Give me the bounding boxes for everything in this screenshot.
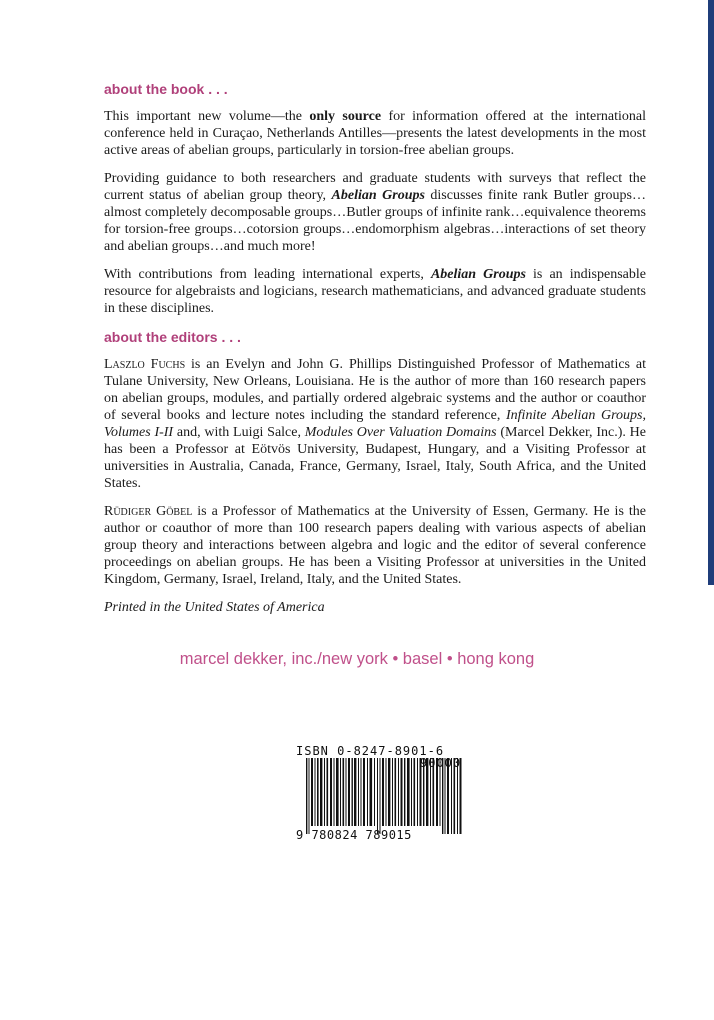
editor-gobel-name: Rüdiger Göbel	[104, 504, 193, 519]
about-editors-heading: about the editors . . .	[104, 329, 241, 345]
spine-edge-bar	[708, 0, 714, 585]
isbn-number: ISBN 0-8247-8901-6	[296, 744, 445, 758]
back-cover-content	[104, 80, 646, 616]
about-book-paragraph-2: Providing guidance to both researchers and graduate students with surveys that reflect the current status of abelian group theory, Abelian Groups discusses finite rank Butler groups…almost completely decomposable groups…Butler groups of infinite rank…equivalence theorems for torsion-free groups…cotorsion groups…endomorphism algebras…interactions of set theory and abelian groups…and much more!	[104, 171, 646, 254]
isbn-barcode	[296, 744, 466, 848]
editor-fuchs-bio: Laszlo Fuchs is an Evelyn and John G. Phillips Distinguished Professor of Mathematics at Tulane University, New Orleans, Louisiana. He is the author of more than 160 research papers on abelian groups, modules, and partially ordered algebraic systems and the author or coauthor of several books and lecture notes including the standard reference, Infinite Abelian Groups, Volumes I-II and, with Luigi Salce, Modules Over Valuation Domains (Marcel Dekker, Inc.). He has been a Professor at Eötvös University, Budapest, Hungary, and a Visiting Professor at universities in Australia, Canada, France, Germany, Israel, Italy, South Africa, and the United States.	[104, 357, 646, 491]
about-book-paragraph-3: With contributions from leading international experts, Abelian Groups is an indispensable resource for algebraists and logicians, research mathematicians, and advanced graduate students in these disciplines.	[104, 267, 646, 316]
about-book-heading: about the book . . .	[104, 81, 228, 97]
printed-in-note: Printed in the United States of America	[104, 600, 325, 615]
about-book-paragraph-1: This important new volume—the only source for information offered at the international conference held in Curaçao, Netherlands Antilles—presents the latest developments in the most active areas of abelian groups, particularly in torsion-free abelian groups.	[104, 109, 646, 158]
ean-digits: 9 780824 789015	[296, 828, 412, 842]
editor-fuchs-name: Laszlo Fuchs	[104, 357, 186, 372]
publisher-line: marcel dekker, inc./new york • basel • hong kong	[179, 650, 535, 668]
price-code: 90000	[420, 756, 462, 770]
editor-gobel-bio: Rüdiger Göbel is a Professor of Mathematics at the University of Essen, Germany. He is the author or coauthor of more than 100 research papers dealing with various aspects of abelian group theory and interactions between algebra and logic and the editor of several conference proceedings on abelian groups. He has been a Visiting Professor at universities in the United Kingdom, Germany, Israel, Ireland, Italy, and the United States.	[104, 504, 646, 587]
